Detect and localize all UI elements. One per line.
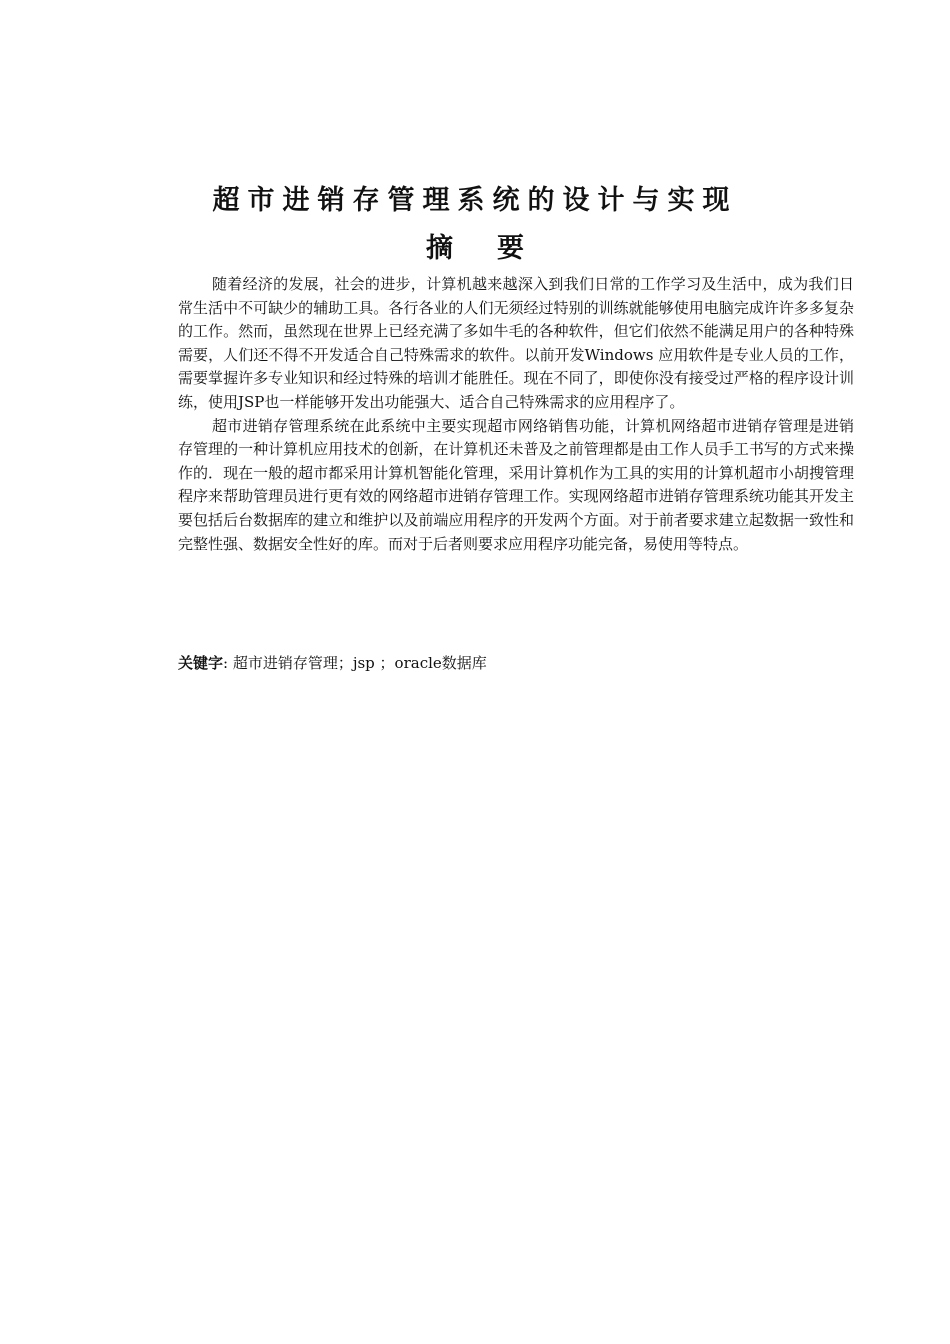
keywords-label: 关键字	[178, 654, 224, 672]
abstract-paragraph-1: 随着经济的发展，社会的进步，计算机越来越深入到我们日常的工作学习及生活中，成为我们日常生活中不可缺少的辅助工具。各行各业的人们无须经过特别的训练就能够使用电脑完成许许多多复杂的工作。然而，虽然现在世界上已经充满了多如牛毛的各种软件，但它们依然不能满足用户的各种特殊需要，人们还不得不开发适合自己特殊需求的软件。以前开发Windows 应用软件是专业人员的工作，需要掌握许多专业知识和经过特殊的培训才能胜任。现在不同了，即使你没有接受过严格的程序设计训练，使用JSP也一样能够开发出功能强大、适合自己特殊需求的应用程序了。	[178, 275, 854, 411]
keywords-text: : 超市进销存管理；jsp ；oracle数据库	[223, 654, 487, 672]
abstract-paragraph-2: 超市进销存管理系统在此系统中主要实现超市网络销售功能，计算机网络超市进销存管理是进销存管理的一种计算机应用技术的创新，在计算机还未普及之前管理都是由工作人员手工书写的方式来操作的．现在一般的超市都采用计算机智能化管理，采用计算机作为工具的实用的计算机超市小胡搜管理程序来帮助管理员进行更有效的网络超市进销存管理工作。实现网络超市进销存管理系统功能其开发主要包括后台数据库的建立和维护以及前端应用程序的开发两个方面。对于前者要求建立起数据一致性和完整性强、数据安全性好的库。而对于后者则要求应用程序功能完备，易使用等特点。	[178, 416, 854, 553]
abstract-heading-char-1: 摘	[426, 233, 453, 264]
document-title: 超市进销存管理系统的设计与实现	[212, 185, 738, 216]
abstract-heading-char-2: 要	[497, 233, 524, 264]
abstract-body	[178, 273, 854, 556]
keywords-line	[178, 652, 854, 675]
abstract-heading	[0, 230, 950, 268]
